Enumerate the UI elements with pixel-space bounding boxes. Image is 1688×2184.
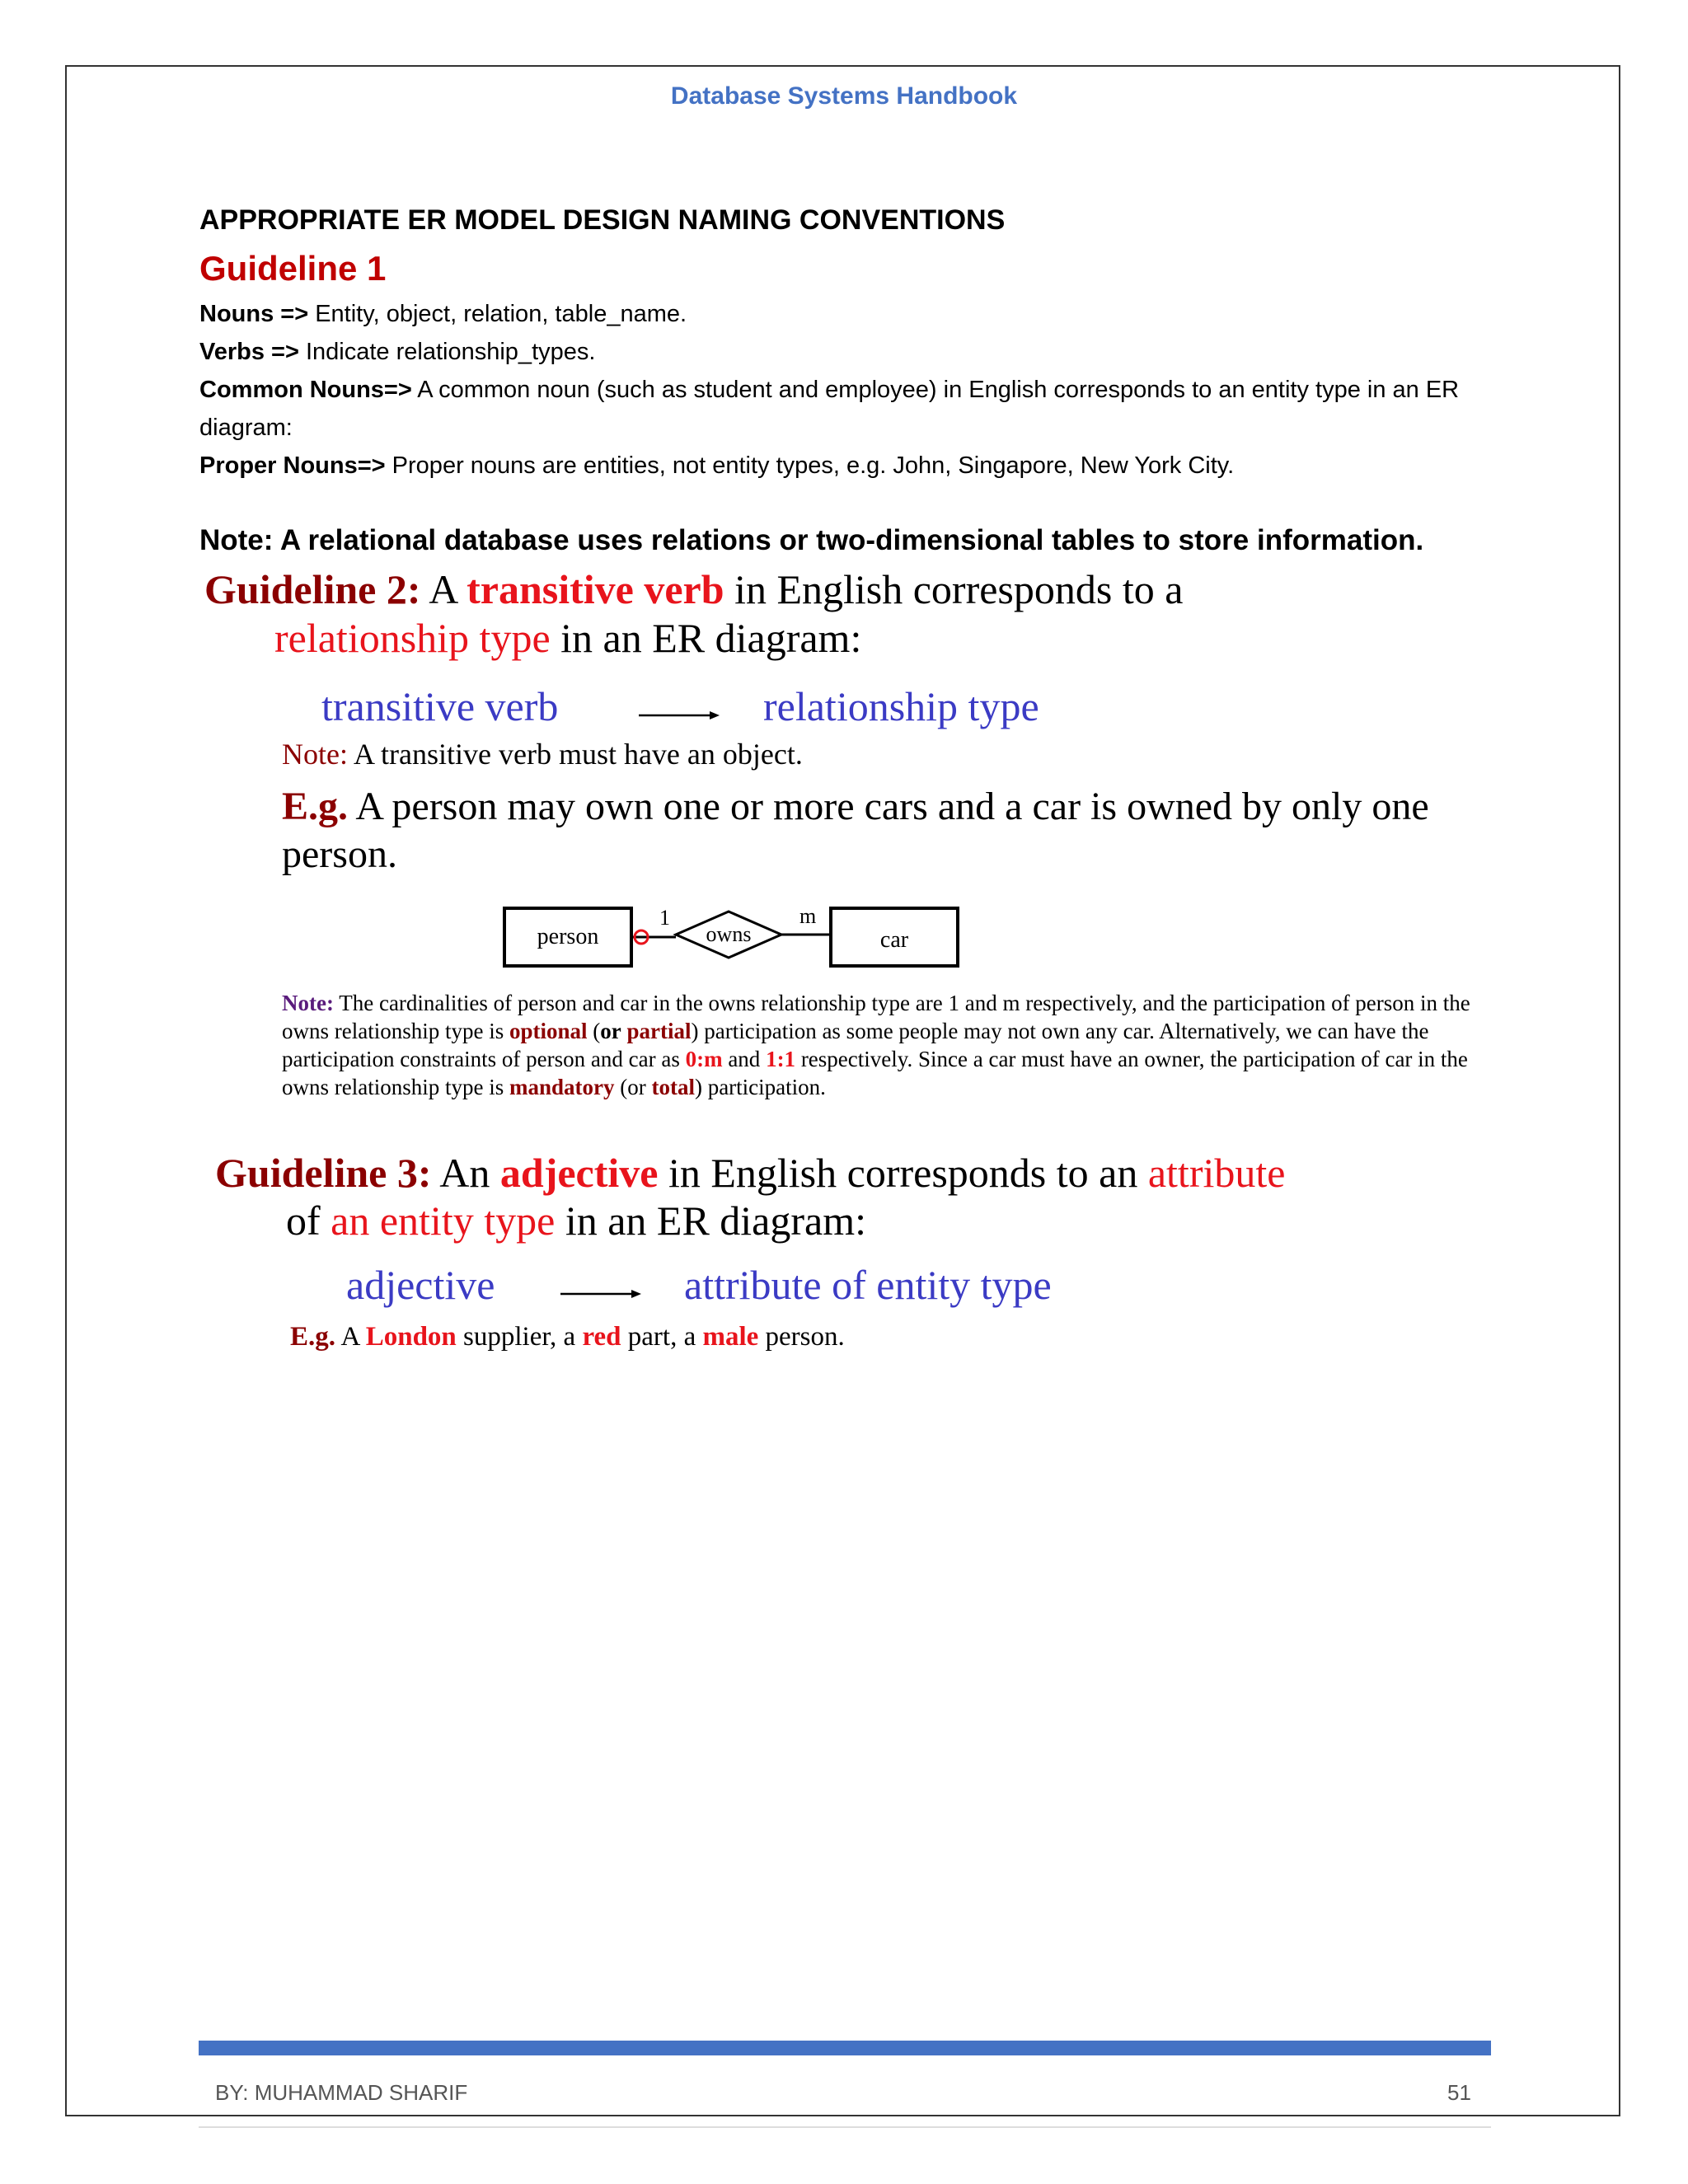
- example-label: E.g.: [282, 785, 349, 828]
- nouns-text: Entity, object, relation, table_name.: [308, 301, 687, 327]
- cardinality-note: [282, 989, 1485, 1101]
- transitive-verb-term: transitive verb: [467, 566, 724, 612]
- guideline-2-line-1: [204, 565, 1183, 613]
- verbs-text: Indicate relationship_types.: [298, 339, 596, 365]
- guideline-3-line-2: [286, 1197, 866, 1244]
- verbs-label: Verbs =>: [199, 339, 299, 365]
- entity-type-term: an entity type: [331, 1197, 556, 1244]
- section-heading: APPROPRIATE ER MODEL DESIGN NAMING CONVENTIONS: [199, 204, 1006, 236]
- attribute-term: attribute: [1147, 1150, 1286, 1196]
- note-label: Note:: [282, 738, 348, 771]
- total-term: total: [651, 1075, 695, 1099]
- one-one-term: 1:1: [766, 1047, 796, 1071]
- proper-nouns-line: [199, 447, 1502, 485]
- guideline-3-label: Guideline 3:: [215, 1150, 432, 1196]
- optional-term: optional: [509, 1019, 588, 1043]
- common-nouns-line: [199, 371, 1502, 447]
- footer-bar: [199, 2041, 1491, 2055]
- guideline-3-text: in English corresponds to an: [658, 1150, 1148, 1196]
- partial-term: partial: [626, 1019, 692, 1043]
- proper-nouns-text: Proper nouns are entities, not entity types, e.g. John, Singapore, New York City.: [385, 452, 1235, 479]
- bottom-divider: [199, 2126, 1491, 2128]
- guideline-3-text: in an ER diagram:: [555, 1197, 866, 1244]
- note-text: respectively. Since a car must have an owner, the participation of car in the owns relationship type is: [282, 1047, 1468, 1099]
- er-diagram: [495, 898, 973, 972]
- london-term: London: [365, 1322, 457, 1352]
- note-text: (: [587, 1019, 601, 1043]
- car-entity-label: car: [879, 927, 909, 953]
- mapping-source: transitive verb: [321, 683, 559, 729]
- guideline-2-text: in English corresponds to a: [724, 566, 1184, 612]
- example-text: A person may own one or more cars and a car is owned by only one person.: [282, 785, 1429, 876]
- note-text: ) participation.: [694, 1075, 826, 1099]
- relational-db-note: Note: A relational database uses relations or two-dimensional tables to store information.: [199, 524, 1424, 556]
- cardinality-one: 1: [659, 906, 670, 930]
- guideline-1-body: [199, 295, 1502, 485]
- note-text: and: [722, 1047, 767, 1071]
- right-arrow-icon: [560, 1286, 643, 1302]
- guideline-3-text: of: [286, 1197, 331, 1244]
- mapping-target: relationship type: [763, 683, 1039, 729]
- guideline-3-line-1: [215, 1149, 1285, 1197]
- note-text: The cardinalities of person and car in the owns relationship type are 1 and m respectively, and the participation of person in the owns relationship type is: [282, 991, 1470, 1043]
- verbs-line: [199, 333, 1502, 371]
- note-text: (or: [614, 1075, 652, 1099]
- example-text: A: [335, 1322, 366, 1352]
- or-term: or: [600, 1019, 621, 1043]
- nouns-label: Nouns =>: [199, 301, 309, 327]
- owns-relationship-label: owns: [706, 922, 752, 946]
- guideline-2-example: [282, 783, 1477, 879]
- guideline-2-text: in an ER diagram:: [550, 615, 862, 661]
- nouns-line: [199, 295, 1502, 333]
- proper-nouns-label: Proper Nouns=>: [199, 452, 386, 479]
- mapping-source: adjective: [346, 1262, 495, 1308]
- example-text: part, a: [621, 1322, 703, 1352]
- page-number: 51: [1447, 2080, 1471, 2105]
- guideline-2-line-2: [274, 614, 861, 662]
- guideline-2-text: A: [420, 566, 467, 612]
- note-text: A transitive verb must have an object.: [347, 738, 803, 771]
- red-term: red: [582, 1322, 621, 1352]
- guideline-1-heading: Guideline 1: [199, 249, 387, 288]
- mapping-target: attribute of entity type: [684, 1262, 1052, 1308]
- guideline-3-text: An: [431, 1150, 500, 1196]
- note-text: ) participation as some people may not own any car. Alternatively, we can have the participation constraints of person and car as: [282, 1019, 1429, 1071]
- male-term: male: [702, 1322, 759, 1352]
- right-arrow-icon: [639, 707, 721, 724]
- example-text: supplier, a: [456, 1322, 583, 1352]
- example-label: E.g.: [290, 1322, 336, 1352]
- common-nouns-label: Common Nouns=>: [199, 377, 412, 403]
- guideline-3-example: [290, 1322, 845, 1352]
- running-header: Database Systems Handbook: [670, 82, 1018, 110]
- example-text: person.: [758, 1322, 845, 1352]
- note-text: [621, 1019, 627, 1043]
- relationship-type-term: relationship type: [274, 615, 551, 661]
- adjective-term: adjective: [499, 1150, 659, 1196]
- zero-m-term: 0:m: [685, 1047, 723, 1071]
- note-label: Note:: [282, 991, 334, 1015]
- footer-author: BY: MUHAMMAD SHARIF: [215, 2080, 468, 2105]
- person-entity-label: person: [537, 924, 599, 949]
- mandatory-term: mandatory: [509, 1075, 615, 1099]
- transitive-verb-note: [282, 737, 803, 771]
- guideline-2-label: Guideline 2:: [204, 566, 421, 612]
- common-nouns-text: A common noun (such as student and employee) in English corresponds to an entity type in an ER diagram:: [199, 377, 1460, 441]
- cardinality-many: m: [799, 904, 817, 928]
